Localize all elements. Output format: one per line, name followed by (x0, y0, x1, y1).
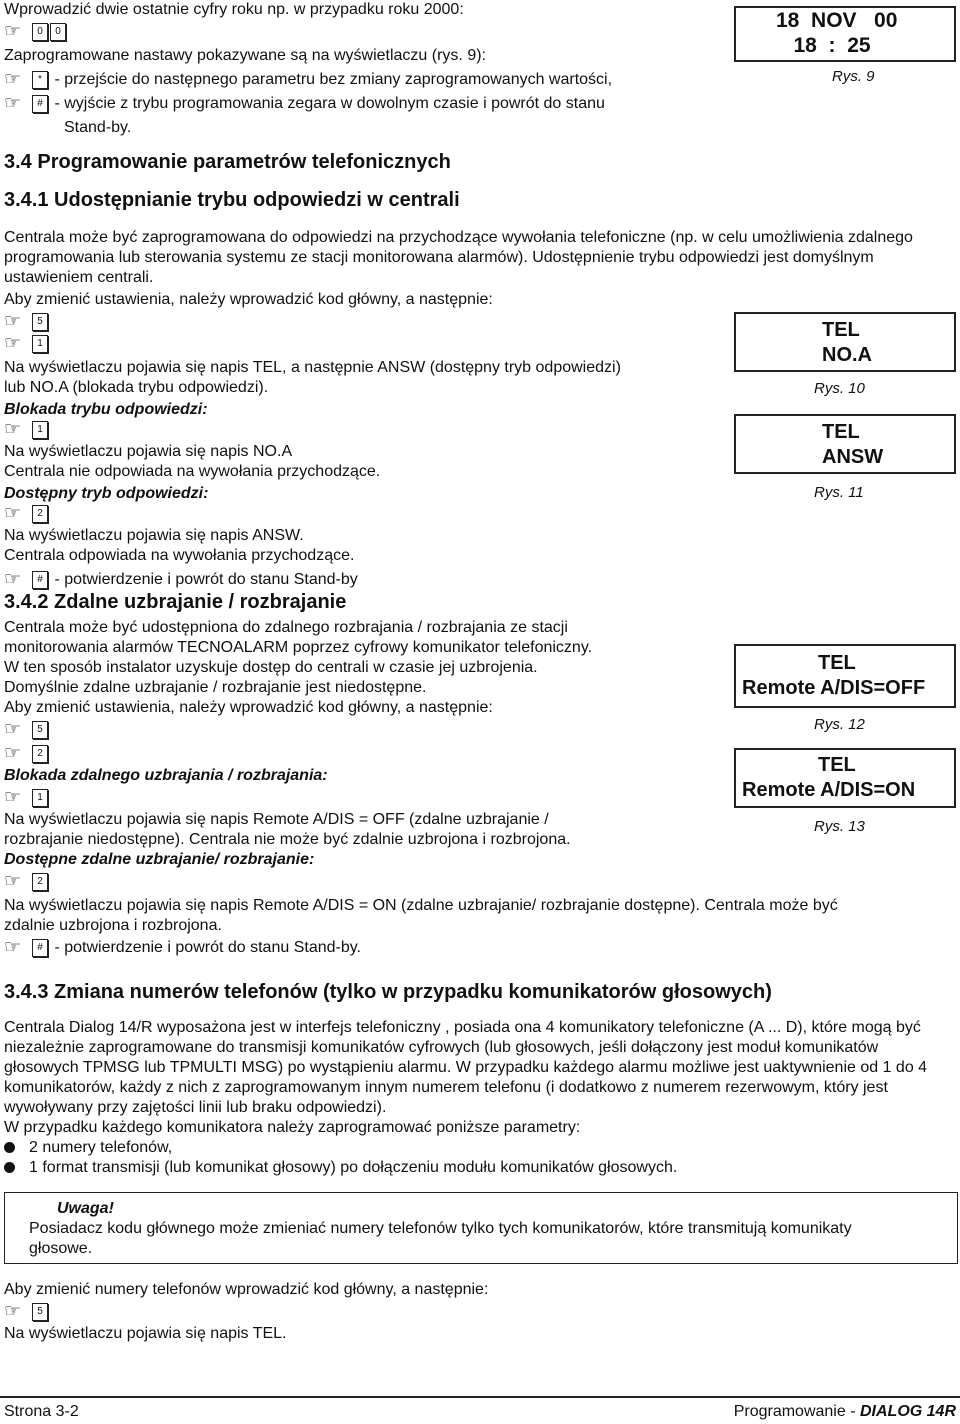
note-title: Uwaga! (57, 1200, 114, 1217)
pointing-hand-icon: ☞ (4, 568, 22, 590)
star-key-desc: - przejście do następnego parametru bez zmiany zaprogramowanych wartości, (54, 71, 613, 88)
figure-caption: Rys. 9 (832, 68, 875, 85)
subheading-remote-block: Blokada zdalnego uzbrajania / rozbrajania: (4, 767, 328, 784)
change-instruction: Aby zmienić ustawienia, należy wprowadzić kod główny, a następnie: (4, 291, 493, 308)
subheading-answer-available: Dostępny tryb odpowiedzi: (4, 485, 209, 502)
lcd-line-1: TEL (818, 754, 856, 776)
key-5: 5 (32, 1303, 48, 1321)
lcd-display-fig13 (734, 748, 956, 808)
paragraph-line: W ten sposób instalator uzyskuje dostęp do centrali w czasie jej uzbrojenia. (4, 659, 538, 676)
section-title-3-4-2: 3.4.2 Zdalne uzbrajanie / rozbrajanie (4, 591, 347, 613)
pointing-hand-icon: ☞ (4, 332, 22, 354)
change-instruction: Aby zmienić numery telefonów wprowadzić kod główny, a następnie: (4, 1281, 489, 1298)
lcd-line-1: TEL (822, 319, 860, 341)
key-2: 2 (32, 505, 48, 523)
confirm-row (4, 938, 361, 958)
bullet-icon (4, 1142, 15, 1153)
key-row-5 (4, 312, 50, 332)
lcd-line-2: NO.A (822, 344, 872, 366)
pointing-hand-icon: ☞ (4, 418, 22, 440)
note-box (4, 1192, 958, 1264)
pointing-hand-icon: ☞ (4, 1300, 22, 1322)
pointing-hand-icon: ☞ (4, 310, 22, 332)
lcd-line-2: ANSW (822, 446, 884, 468)
lcd-time: 18 : 25 (776, 34, 871, 57)
key-row-2 (4, 504, 50, 524)
hash-key-desc: - wyjście z trybu programowania zegara w dowolnym czasie i powrót do stanu (54, 95, 605, 112)
pointing-hand-icon: ☞ (4, 68, 22, 90)
remote-avail-info-2: zdalnie uzbrojona i rozbrojona. (4, 917, 222, 934)
pointing-hand-icon: ☞ (4, 718, 22, 740)
remote-block-info-1: Na wyświetlaczu pojawia się napis Remote A/DIS = OFF (zdalne uzbrajanie / (4, 811, 549, 828)
remote-block-info-2: rozbrajanie niedostępne). Centrala nie może być zdalnie uzbrojona i rozbrojona. (4, 831, 571, 848)
bullet-icon (4, 1162, 15, 1173)
key-0: 0 (32, 23, 48, 41)
avail-info-2: Centrala odpowiada na wywołania przychodzące. (4, 547, 355, 564)
section-3-4-3-paragraph: Centrala Dialog 14/R wyposażona jest w interfejs telefoniczny , posiada ona 4 komunikatory telefoniczne (A ... D), które mogą być niezależnie zaprogramowane do transmisji komunikatów cyfrowych (lub głosowych, jeśli dołączony jest moduł komunikatów głosowych TPMSG lub TPMULTI MSG) po wystąpieniu alarmu. W przypadku każdego alarmu możliwe jest uaktywnienie od 1 do 4 komunikatorów, każdy z nich z zaprogramowanym innym numerem telefonu (i dodatkowo z numerem rezerwowym, który jest wywoływany przy zajętości linii lub braku odpowiedzi). (4, 1019, 928, 1116)
star-key-row (4, 70, 612, 90)
block-info-2: Centrala nie odpowiada na wywołania przychodzące. (4, 463, 381, 480)
confirm-text: - potwierdzenie i powrót do stanu Stand-by (54, 571, 358, 588)
key-row-year (4, 22, 68, 42)
footer-title-prefix: Programowanie - (733, 1403, 860, 1420)
footer-title (734, 1402, 956, 1422)
pointing-hand-icon: ☞ (4, 786, 22, 808)
key-hash: # (32, 571, 48, 589)
figure-caption: Rys. 13 (814, 818, 865, 835)
figure-caption: Rys. 12 (814, 716, 865, 733)
pointing-hand-icon: ☞ (4, 20, 22, 42)
lcd-line-1: TEL (822, 421, 860, 443)
lcd-date: 18 NOV 00 (776, 9, 898, 32)
list-item (4, 1158, 677, 1178)
pointing-hand-icon: ☞ (4, 502, 22, 524)
key-hash: # (32, 939, 48, 957)
key-row-1 (4, 334, 50, 354)
key-row-5 (4, 1302, 50, 1322)
subheading-remote-available: Dostępne zdalne uzbrajanie/ rozbrajanie: (4, 851, 315, 868)
remote-avail-info-1: Na wyświetlaczu pojawia się napis Remote A/DIS = ON (zdalne uzbrajanie/ rozbrajanie dostępne). Centrala może być (4, 897, 838, 914)
lcd-display-fig9 (734, 6, 956, 62)
key-5: 5 (32, 721, 48, 739)
footer-divider (0, 1396, 960, 1398)
parameters-intro: W przypadku każdego komunikatora należy zaprogramować poniższe parametry: (4, 1119, 581, 1136)
pointing-hand-icon: ☞ (4, 936, 22, 958)
page-number: Strona 3-2 (4, 1403, 79, 1420)
section-title-3-4-3: 3.4.3 Zmiana numerów telefonów (tylko w przypadku komunikatorów głosowych) (4, 981, 772, 1003)
key-1: 1 (32, 335, 48, 353)
key-row-2 (4, 744, 50, 764)
key-5: 5 (32, 313, 48, 331)
section-title-3-4: 3.4 Programowanie parametrów telefonicznych (4, 151, 451, 173)
hash-key-desc-cont: Stand-by. (64, 119, 132, 136)
hash-key-row (4, 94, 605, 114)
intro-line-2: Zaprogramowane nastawy pokazywane są na wyświetlaczu (rys. 9): (4, 47, 486, 64)
key-1: 1 (32, 789, 48, 807)
confirm-row (4, 570, 358, 590)
key-1: 1 (32, 421, 48, 439)
subheading-block-answer: Blokada trybu odpowiedzi: (4, 401, 208, 418)
pointing-hand-icon: ☞ (4, 870, 22, 892)
figure-caption: Rys. 10 (814, 380, 865, 397)
lcd-line-1: TEL (818, 652, 856, 674)
section-3-4-1-paragraph: Centrala może być zaprogramowana do odpowiedzi na przychodzące wywołania telefoniczne (np. w celu umożliwienia zdalnego programowania lub sterowania systemu ze stacji monitorowana alarmów). Udostępnienie trybu odpowiedzi jest domyślnym ustawieniem centrali. (4, 229, 913, 286)
lcd-display-fig11 (734, 414, 956, 474)
key-star: * (32, 71, 48, 89)
list-item (4, 1138, 172, 1158)
note-text: Posiadacz kodu głównego może zmieniać numery telefonów tylko tych komunikatorów, które transmitują komunikaty głosowe. (29, 1220, 852, 1257)
key-row-2 (4, 872, 50, 892)
pointing-hand-icon: ☞ (4, 92, 22, 114)
display-info-2: lub NO.A (blokada trybu odpowiedzi). (4, 379, 269, 396)
avail-info-1: Na wyświetlaczu pojawia się napis ANSW. (4, 527, 304, 544)
footer-product-name: DIALOG 14R (859, 1403, 956, 1420)
key-hash: # (32, 95, 48, 113)
lcd-line-2: Remote A/DIS=OFF (742, 677, 926, 699)
lcd-display-fig10 (734, 312, 956, 372)
display-info-1: Na wyświetlaczu pojawia się napis TEL, a następnie ANSW (dostępny tryb odpowiedzi) (4, 359, 621, 376)
key-row-1 (4, 788, 50, 808)
paragraph-line: Centrala może być udostępniona do zdalnego rozbrajania / rozbrajania ze stacji (4, 619, 568, 636)
key-0: 0 (50, 23, 66, 41)
paragraph-line: monitorowania alarmów TECNOALARM poprzez cyfrowy komunikator telefoniczny. (4, 639, 593, 656)
lcd-line-2: Remote A/DIS=ON (742, 779, 916, 801)
key-row-5 (4, 720, 50, 740)
block-info-1: Na wyświetlaczu pojawia się napis NO.A (4, 443, 293, 460)
confirm-text: - potwierdzenie i powrót do stanu Stand-by. (54, 939, 361, 956)
paragraph-line: Domyślnie zdalne uzbrajanie / rozbrajanie jest niedostępne. (4, 679, 427, 696)
key-2: 2 (32, 745, 48, 763)
list-item-text: 1 format transmisji (lub komunikat głosowy) po dołączeniu modułu komunikatów głosowych. (29, 1159, 678, 1176)
pointing-hand-icon: ☞ (4, 742, 22, 764)
list-item-text: 2 numery telefonów, (29, 1139, 173, 1156)
section-title-3-4-1: 3.4.1 Udostępnianie trybu odpowiedzi w centrali (4, 189, 460, 211)
display-info: Na wyświetlaczu pojawia się napis TEL. (4, 1325, 287, 1342)
key-row-1 (4, 420, 50, 440)
key-2: 2 (32, 873, 48, 891)
lcd-display-fig12 (734, 644, 956, 708)
intro-line-1: Wprowadzić dwie ostatnie cyfry roku np. w przypadku roku 2000: (4, 1, 464, 18)
figure-caption: Rys. 11 (814, 484, 864, 501)
change-instruction: Aby zmienić ustawienia, należy wprowadzić kod główny, a następnie: (4, 699, 493, 716)
